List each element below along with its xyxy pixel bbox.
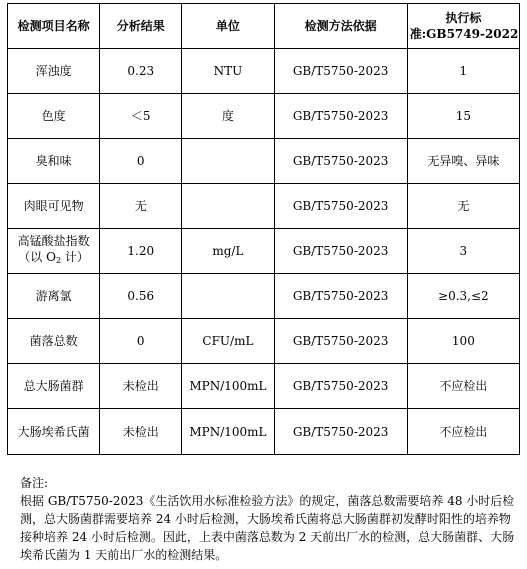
cell-result: 无 <box>100 184 182 229</box>
table-row <box>8 364 520 409</box>
cell-method: GB/T5750-2023 <box>274 364 407 409</box>
cell-unit: MPN/100mL <box>182 364 274 409</box>
cell-item: 臭和味 <box>8 139 100 184</box>
cell-standard: 100 <box>407 319 519 364</box>
cell-item: 总大肠菌群 <box>8 364 100 409</box>
cell-standard: 15 <box>407 94 519 139</box>
cell-item <box>8 229 100 274</box>
cell-method: GB/T5750-2023 <box>274 49 407 94</box>
cell-standard: 不应检出 <box>407 364 519 409</box>
table-row <box>8 274 520 319</box>
header-standard-line1: 执行标 <box>445 11 482 25</box>
cell-item: 游离氯 <box>8 274 100 319</box>
cell-unit: mg/L <box>182 229 274 274</box>
cell-unit: CFU/mL <box>182 319 274 364</box>
cell-method: GB/T5750-2023 <box>274 139 407 184</box>
header-standard <box>407 4 519 49</box>
cell-standard: ≥0.3,≤2 <box>407 274 519 319</box>
cell-result: 未检出 <box>100 409 182 455</box>
table-row <box>8 184 520 229</box>
cell-method: GB/T5750-2023 <box>274 229 407 274</box>
cell-standard: 无 <box>407 184 519 229</box>
cell-standard: 不应检出 <box>407 409 519 455</box>
cell-method: GB/T5750-2023 <box>274 274 407 319</box>
cell-result: 0.23 <box>100 49 182 94</box>
cell-unit: NTU <box>182 49 274 94</box>
table-row <box>8 409 520 455</box>
header-standard-line2: 准:GB5749-2022 <box>409 27 519 41</box>
cell-item-line1: 高锰酸盐指数 <box>17 234 90 248</box>
cell-standard: 3 <box>407 229 519 274</box>
notes-section <box>20 474 520 564</box>
cell-result: 0 <box>100 319 182 364</box>
header-result: 分析结果 <box>100 4 182 49</box>
notes-body: 根据 GB/T5750-2023《生活饮用水标准检验方法》的规定，菌落总数需要培养 48 小时后检测，总大肠菌群需要培养 24 小时后检测，大肠埃希氏菌将总大肠菌群初发酵时阳性的培养物接种培养 24 小时后检测。因此，上表中菌落总数为 2 天前出厂水的检测，总大肠菌群、大肠埃希氏菌为 1 天前出厂水的检测结果。 <box>20 494 515 562</box>
cell-unit <box>182 184 274 229</box>
cell-result: 1.20 <box>100 229 182 274</box>
table-header-row <box>8 4 520 49</box>
cell-item-line2-post: 计） <box>61 250 89 264</box>
water-quality-table <box>7 3 520 455</box>
cell-method: GB/T5750-2023 <box>274 319 407 364</box>
cell-result: 0.56 <box>100 274 182 319</box>
cell-standard: 1 <box>407 49 519 94</box>
cell-unit: 度 <box>182 94 274 139</box>
cell-method: GB/T5750-2023 <box>274 184 407 229</box>
cell-unit <box>182 139 274 184</box>
cell-item: 肉眼可见物 <box>8 184 100 229</box>
header-item: 检测项目名称 <box>8 4 100 49</box>
table-row <box>8 139 520 184</box>
cell-item: 大肠埃希氏菌 <box>8 409 100 455</box>
table-row <box>8 319 520 364</box>
cell-unit: MPN/100mL <box>182 409 274 455</box>
cell-method: GB/T5750-2023 <box>274 94 407 139</box>
cell-item: 色度 <box>8 94 100 139</box>
cell-result: 未检出 <box>100 364 182 409</box>
cell-item-line2-sub: 2 <box>55 256 62 265</box>
cell-result: ＜5 <box>100 94 182 139</box>
table-row <box>8 229 520 274</box>
cell-item: 浑浊度 <box>8 49 100 94</box>
cell-item-line2-pre: （以 O <box>18 250 56 264</box>
table-row <box>8 49 520 94</box>
cell-unit <box>182 274 274 319</box>
cell-result: 0 <box>100 139 182 184</box>
header-unit: 单位 <box>182 4 274 49</box>
header-method: 检测方法依据 <box>274 4 407 49</box>
notes-title: 备注: <box>20 476 49 490</box>
cell-item: 菌落总数 <box>8 319 100 364</box>
cell-standard: 无异嗅、异味 <box>407 139 519 184</box>
table-row <box>8 94 520 139</box>
cell-method: GB/T5750-2023 <box>274 409 407 455</box>
